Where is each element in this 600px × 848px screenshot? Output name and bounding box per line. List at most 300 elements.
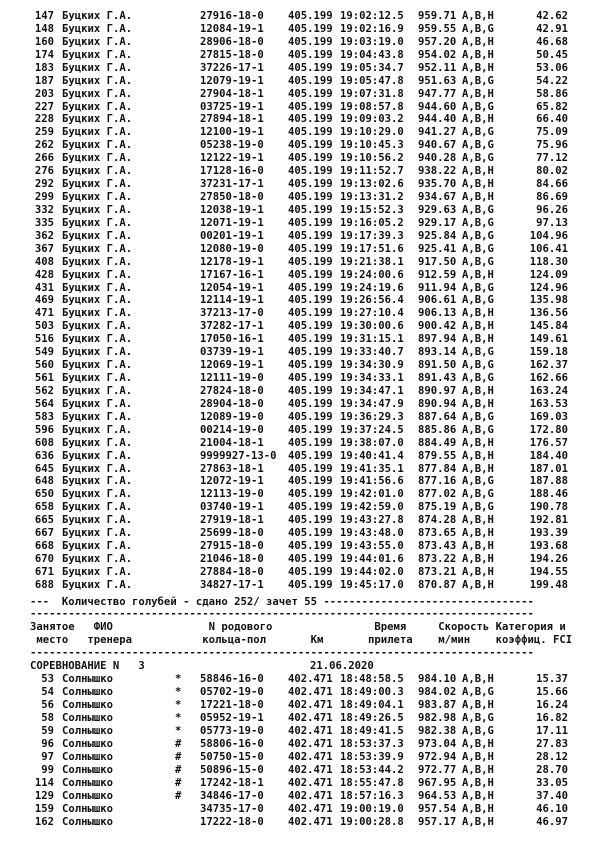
category-cell: A,B,G [462,22,494,35]
speed-cell: 877.16 [418,475,457,488]
time-cell: 19:10:45.3 [340,139,404,152]
ring-cell: 27863-18-1 [200,462,264,475]
km-cell: 405.199 [288,475,333,488]
place-cell: 129 [34,790,54,802]
ring-cell: 17167-16-1 [200,268,264,281]
name-cell: Солнышко [62,816,114,828]
time-cell: 19:17:51.6 [340,242,404,255]
mark-cell: # [175,764,182,776]
speed-cell: 982.98 [418,712,457,724]
ring-cell: 03740-19-1 [200,501,264,514]
name-cell: Буцких Г.А. [62,203,133,216]
name-cell: Буцких Г.А. [62,165,133,178]
km-cell: 402.471 [288,751,333,763]
category-cell: A,B,G [462,501,494,514]
ring-cell: 50896-15-0 [200,764,264,776]
place-cell: 299 [34,191,54,204]
km-cell: 405.199 [288,203,333,216]
place-cell: 160 [34,35,54,48]
km-cell: 405.199 [288,423,333,436]
ring-cell: 27884-18-0 [200,565,264,578]
place-cell: 668 [34,540,54,553]
category-cell: A,B,H [462,191,494,204]
coef-cell: 80.02 [536,165,568,178]
category-cell: A,B,G [462,203,494,216]
coef-cell: 172.80 [529,423,568,436]
name-cell: Буцких Г.А. [62,578,133,591]
coef-cell: 42.91 [536,22,568,35]
speed-cell: 925.84 [418,229,457,242]
name-cell: Солнышко [62,686,114,698]
ring-cell: 17050-16-1 [200,333,264,346]
category-cell: A,B,H [462,307,494,320]
time-cell: 19:00:19.0 [340,803,404,815]
place-cell: 148 [34,22,54,35]
name-cell: Буцких Г.А. [62,359,133,372]
coef-cell: 53.06 [536,61,568,74]
km-cell: 405.199 [288,100,333,113]
time-cell: 19:43:27.8 [340,514,404,527]
time-cell: 18:49:41.5 [340,725,404,737]
name-cell: Буцких Г.А. [62,514,133,527]
km-cell: 405.199 [288,165,333,178]
category-cell: A,B,G [462,152,494,165]
time-cell: 19:10:29.0 [340,126,404,139]
coef-cell: 65.82 [536,100,568,113]
name-cell: Буцких Г.А. [62,384,133,397]
coef-cell: 193.68 [529,540,568,553]
time-cell: 18:49:26.5 [340,712,404,724]
ring-cell: 37226-17-1 [200,61,264,74]
place-cell: 564 [34,397,54,410]
speed-cell: 957.20 [418,35,457,48]
category-cell: A,B,H [462,462,494,475]
speed-cell: 957.54 [418,803,457,815]
km-cell: 405.199 [288,540,333,553]
category-cell: A,B,H [462,10,494,22]
km-cell: 405.199 [288,514,333,527]
coef-cell: 15.66 [536,686,568,698]
place-cell: 54 [41,686,54,698]
category-cell: A,B,H [462,751,494,763]
coef-cell: 33.05 [536,777,568,789]
mark-cell: # [175,790,182,802]
coef-cell: 46.10 [536,803,568,815]
km-cell: 405.199 [288,578,333,591]
ring-cell: 12178-19-1 [200,255,264,268]
time-cell: 19:05:47.8 [340,74,404,87]
km-cell: 405.199 [288,113,333,126]
time-cell: 19:41:35.1 [340,462,404,475]
time-cell: 19:11:52.7 [340,165,404,178]
place-cell: 335 [34,216,54,229]
category-cell: A,B,H [462,449,494,462]
category-cell: A,B,H [462,527,494,540]
category-cell: A,B,G [462,74,494,87]
ring-cell: 12080-19-0 [200,242,264,255]
speed-cell: 906.13 [418,307,457,320]
name-cell: Буцких Г.А. [62,346,133,359]
km-cell: 402.471 [288,686,333,698]
category-cell: A,B,H [462,165,494,178]
place-cell: 367 [34,242,54,255]
coef-cell: 145.84 [529,320,568,333]
place-cell: 608 [34,436,54,449]
speed-cell: 938.22 [418,165,457,178]
km-cell: 405.199 [288,346,333,359]
name-cell: Солнышко [62,699,114,711]
coef-cell: 118.30 [529,255,568,268]
name-cell: Солнышко [62,790,114,802]
place-cell: 59 [41,725,54,737]
km-cell: 405.199 [288,333,333,346]
category-cell: A,B,G [462,359,494,372]
name-cell: Буцких Г.А. [62,10,133,22]
coef-cell: 124.09 [529,268,568,281]
category-cell: A,B,H [462,565,494,578]
ring-cell: 03739-19-1 [200,346,264,359]
ring-cell: 27824-18-0 [200,384,264,397]
km-cell: 405.199 [288,191,333,204]
place-cell: 276 [34,165,54,178]
ring-cell: 34827-17-1 [200,578,264,591]
coef-cell: 15.37 [536,673,568,685]
km-cell: 405.199 [288,410,333,423]
name-cell: Солнышко [62,738,114,750]
ring-cell: 21046-18-0 [200,553,264,566]
time-cell: 19:30:00.6 [340,320,404,333]
category-cell: A,B,G [462,372,494,385]
km-cell: 402.471 [288,803,333,815]
place-cell: 58 [41,712,54,724]
km-cell: 405.199 [288,294,333,307]
ring-cell: 58846-16-0 [200,673,264,685]
place-cell: 162 [34,816,54,828]
place-cell: 431 [34,281,54,294]
time-cell: 18:53:44.2 [340,764,404,776]
category-cell: A,B,G [462,216,494,229]
speed-cell: 984.10 [418,673,457,685]
speed-cell: 929.17 [418,216,457,229]
name-cell: Буцких Г.А. [62,152,133,165]
speed-cell: 887.64 [418,410,457,423]
category-cell: A,B,G [462,725,494,737]
ring-cell: 05238-19-0 [200,139,264,152]
category-cell: A,B,G [462,242,494,255]
coef-cell: 194.55 [529,565,568,578]
coef-cell: 176.57 [529,436,568,449]
name-cell: Буцких Г.А. [62,475,133,488]
time-cell: 19:07:31.8 [340,87,404,100]
km-cell: 405.199 [288,229,333,242]
category-cell: A,B,H [462,397,494,410]
km-cell: 405.199 [288,436,333,449]
name-cell: Буцких Г.А. [62,139,133,152]
time-cell: 19:26:56.4 [340,294,404,307]
ring-cell: 12054-19-1 [200,281,264,294]
coef-cell: 16.82 [536,712,568,724]
speed-cell: 873.21 [418,565,457,578]
coef-cell: 149.61 [529,333,568,346]
category-cell: A,B,G [462,712,494,724]
name-cell: Солнышко [62,777,114,789]
table-header-line2: место тренера кольца-пол Км прилета м/мин коэффиц. FCI [30,634,573,646]
name-cell: Солнышко [62,803,114,815]
speed-cell: 877.84 [418,462,457,475]
category-cell: A,B,H [462,578,494,591]
time-cell: 19:04:43.8 [340,48,404,61]
place-cell: 259 [34,126,54,139]
km-cell: 405.199 [288,139,333,152]
ring-cell: 25699-18-0 [200,527,264,540]
speed-cell: 947.77 [418,87,457,100]
km-cell: 405.199 [288,384,333,397]
time-cell: 18:53:37.3 [340,738,404,750]
rule-header: ------------------------------------------------------------------------------- [30,647,534,659]
speed-cell: 911.94 [418,281,457,294]
place-cell: 227 [34,100,54,113]
place-cell: 560 [34,359,54,372]
ring-cell: 28904-18-0 [200,397,264,410]
mark-cell: * [175,712,182,724]
coef-cell: 84.66 [536,178,568,191]
ring-cell: 12089-19-0 [200,410,264,423]
name-cell: Буцких Г.А. [62,61,133,74]
km-cell: 405.199 [288,359,333,372]
mark-cell: * [175,725,182,737]
speed-cell: 944.60 [418,100,457,113]
speed-cell: 940.67 [418,139,457,152]
speed-cell: 982.38 [418,725,457,737]
place-cell: 203 [34,87,54,100]
ring-cell: 00201-19-1 [200,229,264,242]
time-cell: 19:43:55.0 [340,540,404,553]
mark-cell: # [175,738,182,750]
coef-cell: 96.26 [536,203,568,216]
speed-cell: 935.70 [418,178,457,191]
time-cell: 19:10:56.2 [340,152,404,165]
place-cell: 53 [41,673,54,685]
km-cell: 405.199 [288,372,333,385]
category-cell: A,B,G [462,229,494,242]
place-cell: 183 [34,61,54,74]
speed-cell: 906.61 [418,294,457,307]
ring-cell: 34846-17-0 [200,790,264,802]
time-cell: 19:41:56.6 [340,475,404,488]
coef-cell: 163.53 [529,397,568,410]
km-cell: 402.471 [288,699,333,711]
category-cell: A,B,H [462,816,494,828]
competition-date: 21.06.2020 [310,660,374,672]
coef-cell: 188.46 [529,488,568,501]
category-cell: A,B,G [462,346,494,359]
competition-line [0,660,374,673]
km-cell: 402.471 [288,777,333,789]
name-cell: Буцких Г.А. [62,436,133,449]
time-cell: 19:44:01.6 [340,553,404,566]
km-cell: 405.199 [288,268,333,281]
place-cell: 670 [34,553,54,566]
place-cell: 159 [34,803,54,815]
speed-cell: 879.55 [418,449,457,462]
time-cell: 19:02:16.9 [340,22,404,35]
category-cell: A,B,H [462,540,494,553]
coef-cell: 124.96 [529,281,568,294]
category-cell: A,B,H [462,699,494,711]
speed-cell: 959.71 [418,10,457,22]
coef-cell: 75.09 [536,126,568,139]
name-cell: Солнышко [62,764,114,776]
name-cell: Буцких Г.А. [62,553,133,566]
category-cell: A,B,G [462,255,494,268]
ring-cell: 12113-19-0 [200,488,264,501]
coef-cell: 162.66 [529,372,568,385]
speed-cell: 952.11 [418,61,457,74]
place-cell: 665 [34,514,54,527]
time-cell: 18:49:00.3 [340,686,404,698]
name-cell: Буцких Г.А. [62,423,133,436]
place-cell: 56 [41,699,54,711]
ring-cell: 27919-18-1 [200,514,264,527]
speed-cell: 973.04 [418,738,457,750]
km-cell: 405.199 [288,35,333,48]
km-cell: 405.199 [288,152,333,165]
table-header-line1: Занятое ФИО N родового Время Скорость Категория и [30,621,566,633]
time-cell: 19:36:29.3 [340,410,404,423]
name-cell: Буцких Г.А. [62,255,133,268]
speed-cell: 951.63 [418,74,457,87]
coef-cell: 37.40 [536,790,568,802]
category-cell: A,B,H [462,320,494,333]
speed-cell: 984.02 [418,686,457,698]
ring-cell: 17221-18-0 [200,699,264,711]
time-cell: 18:57:16.3 [340,790,404,802]
ring-cell: 12100-19-1 [200,126,264,139]
name-cell: Буцких Г.А. [62,242,133,255]
time-cell: 19:02:12.5 [340,10,404,22]
coef-cell: 187.01 [529,462,568,475]
time-cell: 19:34:30.9 [340,359,404,372]
ring-cell: 05702-19-0 [200,686,264,698]
ring-cell: 9999927-13-0 [200,449,277,462]
speed-cell: 967.95 [418,777,457,789]
category-cell: A,B,H [462,384,494,397]
category-cell: A,B,H [462,673,494,685]
time-cell: 19:34:47.1 [340,384,404,397]
km-cell: 405.199 [288,320,333,333]
name-cell: Солнышко [62,673,114,685]
km-cell: 405.199 [288,553,333,566]
ring-cell: 28906-18-0 [200,35,264,48]
ring-cell: 34735-17-0 [200,803,264,815]
place-cell: 471 [34,307,54,320]
ring-cell: 58806-16-0 [200,738,264,750]
speed-cell: 874.28 [418,514,457,527]
km-cell: 405.199 [288,74,333,87]
km-cell: 402.471 [288,712,333,724]
km-cell: 405.199 [288,10,333,22]
ring-cell: 17222-18-0 [200,816,264,828]
coef-cell: 194.26 [529,553,568,566]
km-cell: 405.199 [288,307,333,320]
ring-cell: 05952-19-1 [200,712,264,724]
ring-cell: 05773-19-0 [200,725,264,737]
coef-cell: 106.41 [529,242,568,255]
speed-cell: 983.87 [418,699,457,711]
category-cell: A,B,H [462,87,494,100]
time-cell: 19:24:00.6 [340,268,404,281]
coef-cell: 135.98 [529,294,568,307]
name-cell: Буцких Г.А. [62,191,133,204]
place-cell: 96 [41,738,54,750]
coef-cell: 46.97 [536,816,568,828]
category-cell: A,B,G [462,488,494,501]
name-cell: Буцких Г.А. [62,113,133,126]
category-cell: A,B,H [462,738,494,750]
name-cell: Буцких Г.А. [62,178,133,191]
place-cell: 650 [34,488,54,501]
km-cell: 405.199 [288,126,333,139]
place-cell: 147 [34,10,54,22]
ring-cell: 12111-19-0 [200,372,264,385]
name-cell: Буцких Г.А. [62,281,133,294]
place-cell: 503 [34,320,54,333]
mark-cell: * [175,699,182,711]
category-cell: A,B,G [462,281,494,294]
time-cell: 18:49:04.1 [340,699,404,711]
ring-cell: 12114-19-1 [200,294,264,307]
place-cell: 583 [34,410,54,423]
name-cell: Буцких Г.А. [62,216,133,229]
ring-cell: 17128-16-0 [200,165,264,178]
name-cell: Буцких Г.А. [62,320,133,333]
speed-cell: 891.50 [418,359,457,372]
speed-cell: 890.97 [418,384,457,397]
name-cell: Буцких Г.А. [62,229,133,242]
name-cell: Солнышко [62,712,114,724]
ring-cell: 12122-19-1 [200,152,264,165]
time-cell: 19:16:05.2 [340,216,404,229]
km-cell: 402.471 [288,816,333,828]
ring-cell: 12038-19-1 [200,203,264,216]
km-cell: 405.199 [288,281,333,294]
km-cell: 405.199 [288,48,333,61]
time-cell: 19:33:40.7 [340,346,404,359]
speed-cell: 873.65 [418,527,457,540]
ring-cell: 27904-18-1 [200,87,264,100]
name-cell: Буцких Г.А. [62,527,133,540]
km-cell: 402.471 [288,764,333,776]
speed-cell: 934.67 [418,191,457,204]
category-cell: A,B,G [462,294,494,307]
time-cell: 19:38:07.0 [340,436,404,449]
speed-cell: 917.50 [418,255,457,268]
name-cell: Буцких Г.А. [62,462,133,475]
speed-cell: 912.59 [418,268,457,281]
coef-cell: 27.83 [536,738,568,750]
place-cell: 561 [34,372,54,385]
category-cell: A,B,H [462,333,494,346]
place-cell: 332 [34,203,54,216]
place-cell: 428 [34,268,54,281]
km-cell: 405.199 [288,449,333,462]
km-cell: 405.199 [288,397,333,410]
km-cell: 405.199 [288,61,333,74]
place-cell: 562 [34,384,54,397]
ring-cell: 12079-19-1 [200,74,264,87]
name-cell: Солнышко [62,725,114,737]
place-cell: 228 [34,113,54,126]
